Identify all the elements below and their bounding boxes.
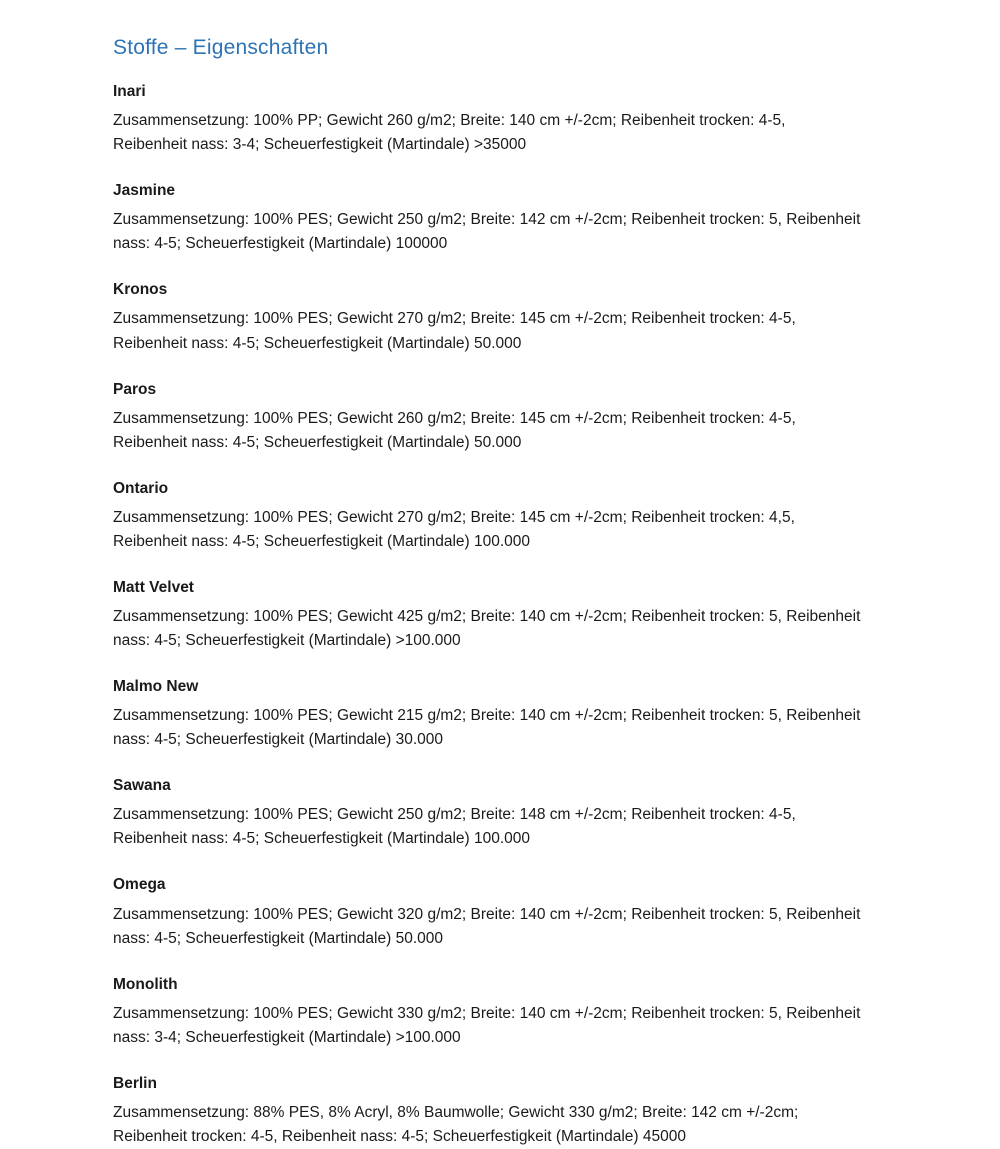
fabric-description: Zusammensetzung: 100% PES; Gewicht 270 g/m2; Breite: 145 cm +/-2cm; Reibenheit trocken: 4,5, Reibenheit nass: 4-5; Scheuerfestigkeit (Martindale) 100.000	[113, 508, 795, 550]
fabric-description: Zusammensetzung: 100% PES; Gewicht 270 g/m2; Breite: 145 cm +/-2cm; Reibenheit trocken: 4-5, Reibenheit nass: 4-5; Scheuerfestigkeit (Martindale) 50.000	[113, 310, 796, 352]
fabric-entry	[113, 1074, 861, 1149]
fabric-description: Zusammensetzung: 100% PES; Gewicht 250 g/m2; Breite: 142 cm +/-2cm; Reibenheit trocken: 5, Reibenheit nass: 4-5; Scheuerfestigkeit (Martindale) 100000	[113, 211, 861, 253]
fabric-name: Sawana	[113, 777, 171, 795]
fabric-name: Malmo New	[113, 678, 199, 696]
fabric-name: Paros	[113, 380, 157, 398]
fabric-entry	[113, 875, 861, 950]
document-content	[113, 36, 861, 1149]
fabric-name: Berlin	[113, 1074, 157, 1092]
fabric-description: Zusammensetzung: 100% PES; Gewicht 425 g/m2; Breite: 140 cm +/-2cm; Reibenheit trocken: 5, Reibenheit nass: 4-5; Scheuerfestigkeit (Martindale) >100.000	[113, 608, 861, 650]
fabric-name: Matt Velvet	[113, 578, 194, 596]
fabric-entry	[113, 776, 861, 851]
fabric-entry	[113, 975, 861, 1050]
fabric-name: Jasmine	[113, 182, 176, 200]
fabric-description: Zusammensetzung: 100% PES; Gewicht 330 g/m2; Breite: 140 cm +/-2cm; Reibenheit trocken: 5, Reibenheit nass: 3-4; Scheuerfestigkeit (Martindale) >100.000	[113, 1004, 861, 1046]
fabric-entry	[113, 677, 861, 752]
page-title: Stoffe – Eigenschaften	[113, 36, 329, 59]
fabric-name: Ontario	[113, 479, 169, 497]
fabric-entry	[113, 82, 861, 157]
fabric-entry	[113, 380, 861, 455]
fabric-entry	[113, 578, 861, 653]
fabric-description: Zusammensetzung: 100% PES; Gewicht 260 g/m2; Breite: 145 cm +/-2cm; Reibenheit trocken: 4-5, Reibenheit nass: 4-5; Scheuerfestigkeit (Martindale) 50.000	[113, 409, 796, 451]
fabric-description: Zusammensetzung: 100% PES; Gewicht 320 g/m2; Breite: 140 cm +/-2cm; Reibenheit trocken: 5, Reibenheit nass: 4-5; Scheuerfestigkeit (Martindale) 50.000	[113, 905, 861, 947]
fabric-name: Omega	[113, 876, 166, 894]
fabric-description: Zusammensetzung: 100% PP; Gewicht 260 g/m2; Breite: 140 cm +/-2cm; Reibenheit trocken: 4-5, Reibenheit nass: 3-4; Scheuerfestigkeit (Martindale) >35000	[113, 112, 786, 154]
fabric-description: Zusammensetzung: 100% PES; Gewicht 215 g/m2; Breite: 140 cm +/-2cm; Reibenheit trocken: 5, Reibenheit nass: 4-5; Scheuerfestigkeit (Martindale) 30.000	[113, 707, 861, 749]
fabric-name: Monolith	[113, 975, 178, 993]
fabric-entry	[113, 181, 861, 256]
fabric-list	[113, 82, 861, 1149]
fabric-description: Zusammensetzung: 88% PES, 8% Acryl, 8% Baumwolle; Gewicht 330 g/m2; Breite: 142 cm +/-2cm; Reibenheit trocken: 4-5, Reibenheit nass: 4-5; Scheuerfestigkeit (Martindale) 45000	[113, 1103, 799, 1145]
fabric-entry	[113, 280, 861, 355]
fabric-name: Kronos	[113, 281, 168, 299]
fabric-description: Zusammensetzung: 100% PES; Gewicht 250 g/m2; Breite: 148 cm +/-2cm; Reibenheit trocken: 4-5, Reibenheit nass: 4-5; Scheuerfestigkeit (Martindale) 100.000	[113, 806, 796, 848]
fabric-name: Inari	[113, 83, 146, 100]
fabric-entry	[113, 479, 861, 554]
